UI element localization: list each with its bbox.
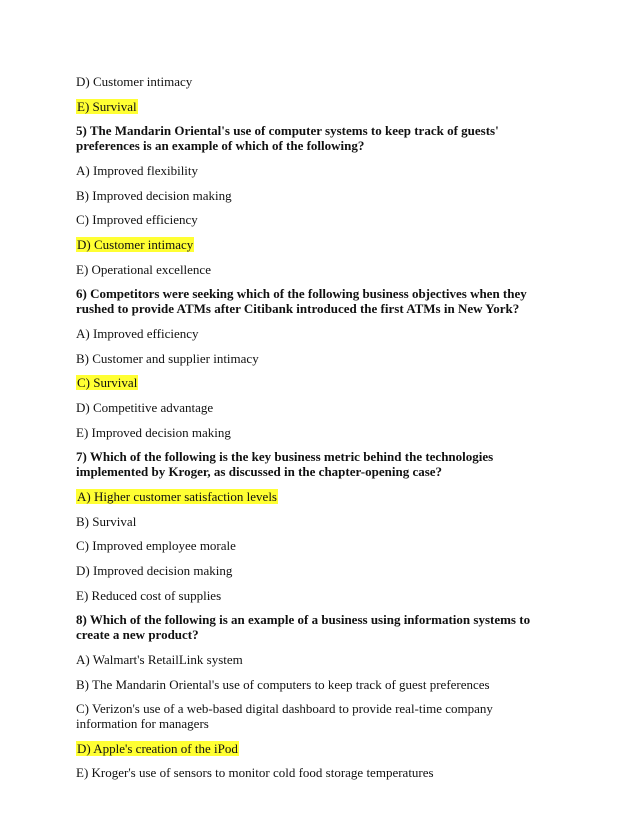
answer-option [76,588,556,603]
answer-option [76,425,556,440]
answer-option [76,563,556,578]
question-8: 8) Which of the following is an example of a business using information systems to create a new product? [76,612,531,643]
answer-option [76,326,556,341]
option-text: B) Customer and supplier intimacy [76,350,259,366]
option-text: E) Kroger's use of sensors to monitor cold food storage temperatures [76,765,434,781]
question-6: 6) Competitors were seeking which of the following business objectives when they rushed to provide ATMs after Citibank introduced the first ATMs in New York? [76,286,527,317]
answer-option-correct [76,237,556,252]
question-7: 7) Which of the following is the key business metric behind the technologies implemented by Kroger, as discussed in the chapter-opening case? [76,449,494,480]
option-text-highlighted: D) Customer intimacy [77,236,194,252]
option-text: C) Verizon's use of a web-based digital dashboard to provide real-time company information for managers [76,701,493,732]
option-text: C) Improved employee morale [76,538,236,554]
answer-option [76,652,556,667]
document-page [76,74,556,790]
answer-option [76,514,556,529]
answer-option [76,765,556,780]
answer-option [76,400,556,415]
option-text: C) Improved efficiency [76,212,198,228]
answer-option-correct [76,375,556,390]
option-text: A) Improved efficiency [76,326,199,342]
option-text-highlighted: E) Survival [77,98,137,114]
option-text: E) Reduced cost of supplies [76,587,222,603]
option-text: E) Operational excellence [76,261,211,277]
option-text-highlighted: C) Survival [77,375,138,391]
option-text: B) The Mandarin Oriental's use of computers to keep track of guest preferences [76,676,490,692]
answer-option [76,212,556,227]
answer-option-correct [76,99,556,114]
option-text: D) Improved decision making [76,562,233,578]
answer-option [76,163,556,178]
question-5: 5) The Mandarin Oriental's use of computer systems to keep track of guests' preferences is an example of which of the following? [76,123,499,154]
answer-option [76,538,556,553]
option-text-highlighted: D) Apple's creation of the iPod [77,740,238,756]
answer-option [76,74,556,89]
option-text: A) Walmart's RetailLink system [76,652,243,668]
option-text: D) Customer intimacy [76,74,193,89]
option-text: B) Survival [76,513,137,529]
option-text: A) Improved flexibility [76,163,199,179]
answer-option [76,701,556,731]
option-text: B) Improved decision making [76,187,232,203]
option-text-highlighted: A) Higher customer satisfaction levels [77,489,277,505]
option-text: D) Competitive advantage [76,399,214,415]
answer-option [76,262,556,277]
answer-option-correct [76,489,556,504]
answer-option-correct [76,741,556,756]
answer-option [76,188,556,203]
option-text: E) Improved decision making [76,424,231,440]
answer-option [76,677,556,692]
answer-option [76,351,556,366]
